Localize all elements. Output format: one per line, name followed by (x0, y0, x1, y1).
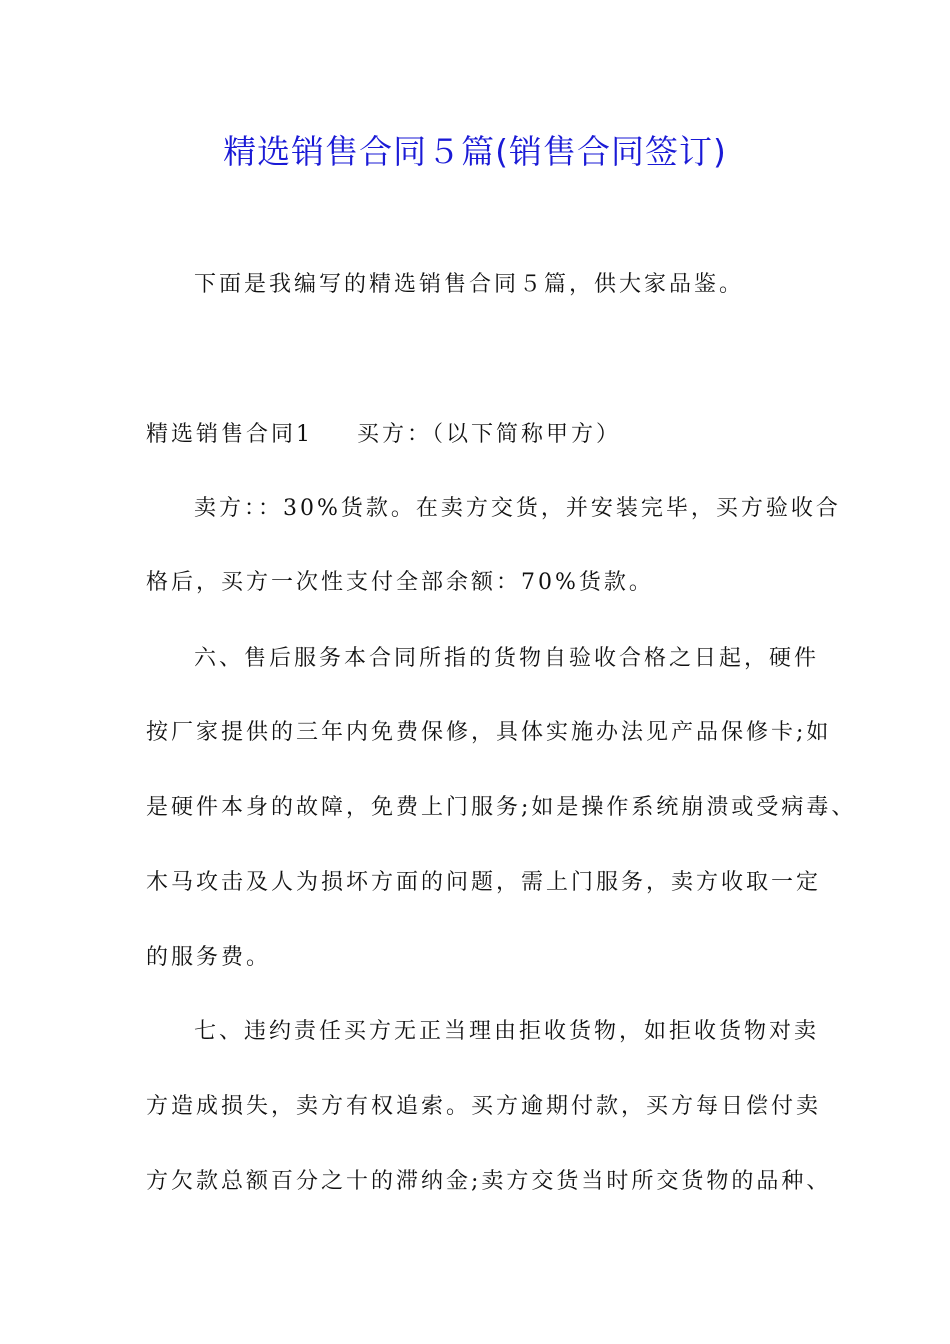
section-heading: 精选销售合同1 (146, 422, 313, 447)
paragraph-line: 方欠款总额百分之十的滞纳金;卖方交货当时所交货物的品种、 (146, 1169, 832, 1194)
paragraph-line: 格后，买方一次性支付全部余额：70%货款。 (146, 570, 654, 595)
intro-paragraph: 下面是我编写的精选销售合同５篇，供大家品鉴。 (194, 272, 745, 297)
paragraph-line: 七、违约责任买方无正当理由拒收货物，如拒收货物对卖 (194, 1019, 820, 1044)
buyer-label: 买方：（以下简称甲方） (357, 422, 622, 447)
paragraph-line: 是硬件本身的故障，免费上门服务;如是操作系统崩溃或受病毒、 (146, 795, 857, 820)
paragraph-line: 六、售后服务本合同所指的货物自验收合格之日起，硬件 (194, 646, 820, 671)
section-heading-line (146, 420, 621, 450)
paragraph-line: 木马攻击及人为损坏方面的问题，需上门服务，卖方收取一定 (146, 870, 822, 895)
paragraph-line: 按厂家提供的三年内免费保修，具体实施办法见产品保修卡;如 (146, 720, 832, 745)
document-title: 精选销售合同５篇(销售合同签订) (223, 132, 727, 171)
paragraph-line: 的服务费。 (146, 945, 272, 970)
paragraph-line: 卖方：：30%货款。在卖方交货，并安装完毕，买方验收合 (194, 496, 841, 521)
paragraph-line: 方造成损失，卖方有权追索。买方逾期付款，买方每日偿付卖 (146, 1094, 822, 1119)
